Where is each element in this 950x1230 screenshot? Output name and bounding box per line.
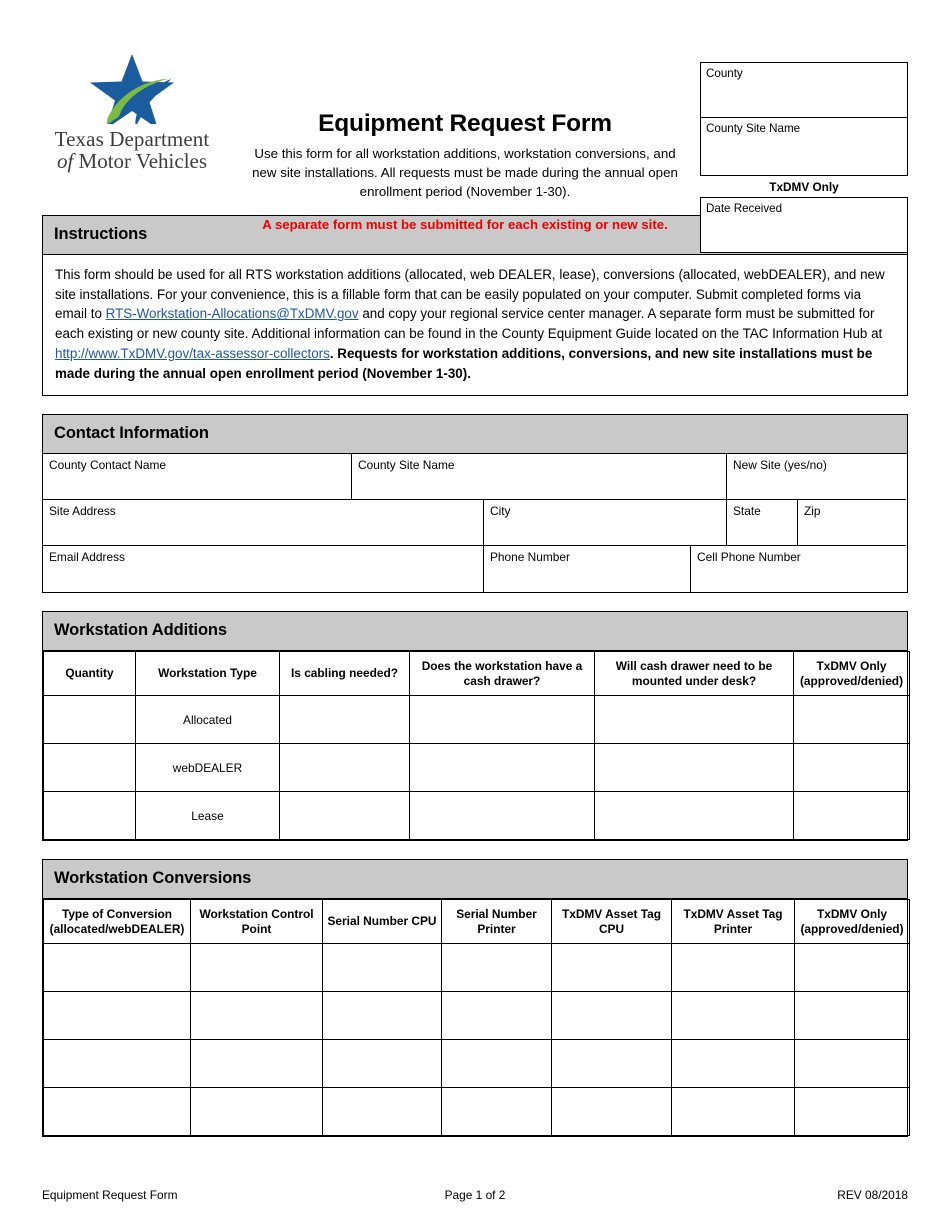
cell-cash-drawer[interactable]: [410, 696, 595, 744]
cell-txdmv-only[interactable]: [794, 744, 910, 792]
cell-quantity[interactable]: [44, 744, 136, 792]
col-workstation-type: Workstation Type: [136, 652, 280, 696]
cell-asset-printer[interactable]: [672, 944, 795, 992]
contact-information-section: [42, 414, 908, 593]
email-address-label: Email Address: [49, 550, 125, 565]
workstation-additions-section: [42, 611, 908, 841]
logo-line-2-italic: of: [56, 149, 74, 174]
cell-txdmv-only[interactable]: [795, 1088, 910, 1136]
cell-type-of-conversion[interactable]: [44, 944, 191, 992]
phone-number-label: Phone Number: [490, 550, 570, 565]
cell-asset-cpu[interactable]: [552, 992, 672, 1040]
form-subtitle: Use this form for all workstation additions, workstation conversions, and new site installations. All requests must be made during the annual open enrollment period (November 1-30).: [252, 146, 678, 199]
city-cell[interactable]: [484, 500, 727, 546]
cell-cabling[interactable]: [280, 696, 410, 744]
cell-serial-cpu[interactable]: [323, 992, 442, 1040]
table-row: [44, 1040, 910, 1088]
cell-serial-printer[interactable]: [442, 992, 552, 1040]
cell-control-point[interactable]: [191, 944, 323, 992]
cell-type-of-conversion[interactable]: [44, 1088, 191, 1136]
col-type-of-conversion: Type of Conversion (allocated/webDEALER): [44, 900, 191, 944]
state-label: State: [733, 504, 761, 519]
cell-asset-printer[interactable]: [672, 1040, 795, 1088]
workstation-additions-heading: Workstation Additions: [42, 611, 908, 651]
county-site-name-field-label: County Site Name: [706, 122, 801, 135]
page-header: [0, 0, 950, 232]
county-site-name-label: County Site Name: [358, 458, 455, 473]
new-site-label: New Site (yes/no): [733, 458, 827, 473]
table-row: [44, 944, 910, 992]
logo-line-1: Texas Department: [54, 127, 210, 151]
workstation-conversions-heading: Workstation Conversions: [42, 859, 908, 899]
table-header-row: [44, 900, 910, 944]
footer-revision: REV 08/2018: [837, 1188, 908, 1202]
email-link[interactable]: RTS-Workstation-Allocations@TxDMV.gov: [105, 306, 359, 322]
cell-txdmv-only[interactable]: [794, 696, 910, 744]
col-quantity: Quantity: [44, 652, 136, 696]
cell-asset-cpu[interactable]: [552, 944, 672, 992]
col-serial-number-printer: Serial Number Printer: [442, 900, 552, 944]
county-site-name-field[interactable]: [700, 118, 908, 176]
cell-phone-number-label: Cell Phone Number: [697, 550, 801, 565]
title-block: [245, 110, 685, 233]
cell-phone-number-cell[interactable]: [691, 546, 906, 592]
phone-number-cell[interactable]: [484, 546, 691, 592]
contact-row-1: [43, 454, 907, 500]
cell-cash-drawer[interactable]: [410, 792, 595, 840]
cell-serial-printer[interactable]: [442, 1088, 552, 1136]
table-row: [44, 696, 910, 744]
site-address-label: Site Address: [49, 504, 116, 519]
txdmv-logo: [42, 52, 222, 172]
cell-workstation-type: Lease: [136, 792, 280, 840]
contact-row-3: [43, 546, 907, 592]
cell-serial-cpu[interactable]: [323, 1088, 442, 1136]
cell-asset-cpu[interactable]: [552, 1088, 672, 1136]
cell-txdmv-only[interactable]: [794, 792, 910, 840]
zip-cell[interactable]: [798, 500, 906, 546]
cell-asset-cpu[interactable]: [552, 1040, 672, 1088]
page-footer: [42, 1188, 908, 1202]
col-has-cash-drawer: Does the workstation have a cash drawer?: [410, 652, 595, 696]
col-serial-number-cpu: Serial Number CPU: [323, 900, 442, 944]
col-asset-tag-cpu: TxDMV Asset Tag CPU: [552, 900, 672, 944]
cell-quantity[interactable]: [44, 792, 136, 840]
txdmv-only-heading: TxDMV Only: [769, 180, 839, 194]
new-site-cell[interactable]: [727, 454, 906, 500]
workstation-conversions-table: [43, 899, 910, 1136]
cell-control-point[interactable]: [191, 1088, 323, 1136]
cell-asset-printer[interactable]: [672, 1088, 795, 1136]
instructions-heading: Instructions: [42, 215, 908, 255]
county-field[interactable]: [700, 62, 908, 118]
cell-serial-printer[interactable]: [442, 1040, 552, 1088]
footer-page-number: Page 1 of 2: [444, 1188, 506, 1202]
table-header-row: [44, 652, 910, 696]
spacer-2: [0, 593, 950, 611]
cell-mounted[interactable]: [595, 744, 794, 792]
workstation-conversions-section: [42, 859, 908, 1137]
zip-label: Zip: [804, 504, 821, 519]
col-is-cabling-needed: Is cabling needed?: [280, 652, 410, 696]
header-info-boxes: [700, 62, 908, 253]
contact-information-grid: [42, 454, 908, 593]
col-mounted-under-desk: Will cash drawer need to be mounted under desk?: [595, 652, 794, 696]
form-warning-notice: A separate form must be submitted for each existing or new site.: [262, 216, 668, 232]
cell-workstation-type: Allocated: [136, 696, 280, 744]
email-address-cell[interactable]: [43, 546, 484, 592]
county-field-label: County: [706, 67, 743, 80]
col-workstation-control-point: Workstation Control Point: [191, 900, 323, 944]
date-received-field-label: Date Received: [706, 202, 783, 215]
spacer-3: [0, 841, 950, 859]
instructions-body: [42, 255, 908, 396]
cell-txdmv-only[interactable]: [795, 1040, 910, 1088]
tac-hub-url-link[interactable]: http://www.TxDMV.gov/tax-assessor-collectors: [55, 345, 330, 361]
cell-control-point[interactable]: [191, 1040, 323, 1088]
instructions-part1: This form should be used for all RTS workstation additions (allocated, web DEALER, lease), conversions (allocated, webDEALER), and new site installations. For your convenience, this is a fillable form that can be easily populated on your computer. Submit completed forms via email to: [55, 267, 885, 322]
workstation-conversions-table-wrap: [42, 899, 908, 1137]
instructions-part2: and copy your regional service center manager. A separate form must be submitted for each existing or new county site. Additional information can be found in the County Equipment Guide located on the TAC Information Hub at: [55, 306, 883, 342]
footer-form-name: Equipment Request Form: [42, 1188, 178, 1202]
cell-type-of-conversion[interactable]: [44, 1040, 191, 1088]
cell-asset-printer[interactable]: [672, 992, 795, 1040]
site-address-cell[interactable]: [43, 500, 484, 546]
cell-cabling[interactable]: [280, 744, 410, 792]
cell-serial-printer[interactable]: [442, 944, 552, 992]
spacer-1: [0, 396, 950, 414]
cell-quantity[interactable]: [44, 696, 136, 744]
cell-type-of-conversion[interactable]: [44, 992, 191, 1040]
texas-star-logo-icon: [72, 52, 192, 124]
table-row: [44, 992, 910, 1040]
logo-line-2-rest: Motor Vehicles: [78, 149, 208, 174]
workstation-additions-table: [43, 651, 910, 840]
page-title: Equipment Request Form: [318, 110, 612, 137]
cell-workstation-type: webDEALER: [136, 744, 280, 792]
city-label: City: [490, 504, 511, 519]
cell-serial-cpu[interactable]: [323, 944, 442, 992]
cell-mounted[interactable]: [595, 696, 794, 744]
cell-control-point[interactable]: [191, 992, 323, 1040]
date-received-field[interactable]: [700, 197, 908, 253]
cell-cash-drawer[interactable]: [410, 744, 595, 792]
cell-cabling[interactable]: [280, 792, 410, 840]
col-txdmv-only-approved-denied: TxDMV Only (approved/denied): [794, 652, 910, 696]
cell-serial-cpu[interactable]: [323, 1040, 442, 1088]
county-contact-name-label: County Contact Name: [49, 458, 166, 473]
logo-wordmark: [42, 128, 222, 172]
col-asset-tag-printer: TxDMV Asset Tag Printer: [672, 900, 795, 944]
county-site-name-cell[interactable]: [352, 454, 727, 500]
table-row: [44, 792, 910, 840]
table-row: [44, 1088, 910, 1136]
cell-mounted[interactable]: [595, 792, 794, 840]
state-cell[interactable]: [727, 500, 798, 546]
instructions-part3-bold: . Requests for workstation additions, conversions, and new site installations must be made during the annual open enrollment period (November 1-30).: [55, 345, 873, 381]
col-txdmv-only-approved-denied: TxDMV Only (approved/denied): [795, 900, 910, 944]
workstation-additions-table-wrap: [42, 651, 908, 841]
cell-txdmv-only[interactable]: [795, 944, 910, 992]
contact-row-2: [43, 500, 907, 546]
cell-txdmv-only[interactable]: [795, 992, 910, 1040]
table-row: [44, 744, 910, 792]
county-contact-name-cell[interactable]: [43, 454, 352, 500]
logo-line-2: [42, 150, 222, 172]
contact-information-heading: Contact Information: [42, 414, 908, 454]
